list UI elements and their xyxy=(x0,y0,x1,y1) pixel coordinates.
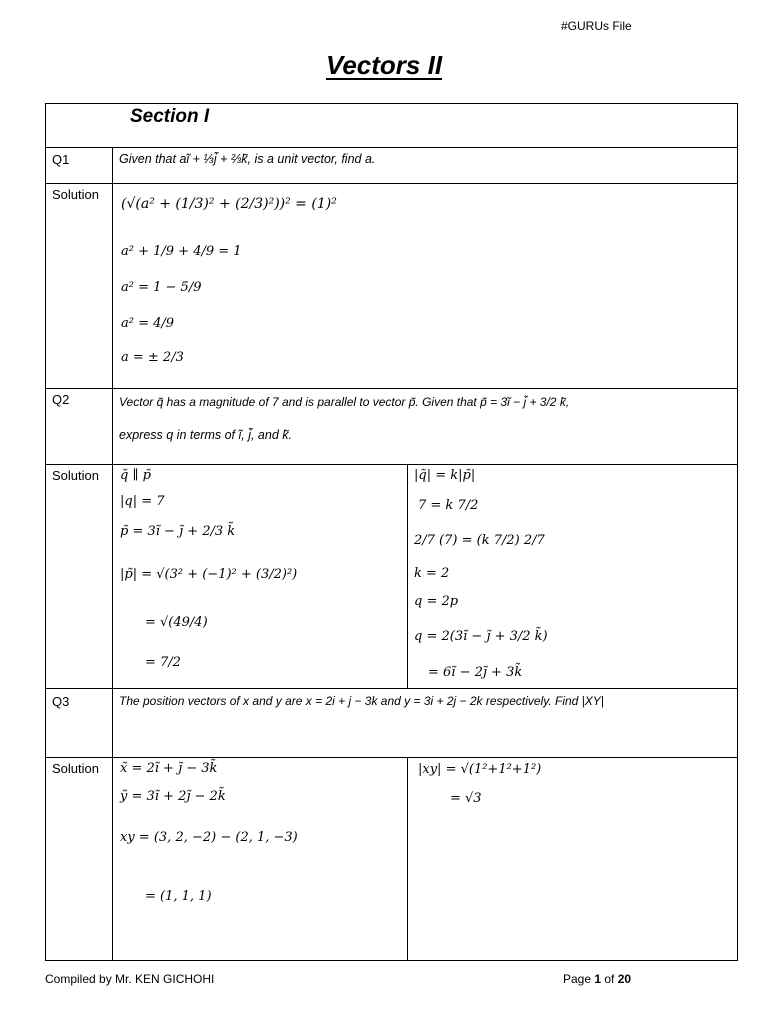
q1-step-5: a = ± 2/3 xyxy=(121,350,184,365)
q3-solution-label: Solution xyxy=(52,761,99,776)
document-title: Vectors II xyxy=(325,50,443,80)
q3-left-4: = (1, 1, 1) xyxy=(145,889,212,904)
q2-left-6: = 7/2 xyxy=(145,655,181,670)
q2-right-3: 2/7 (7) = (k 7/2) 2/7 xyxy=(414,533,545,548)
q3-label: Q3 xyxy=(52,694,70,709)
q2-left-2: |q| = 7 xyxy=(120,494,165,509)
q1-solution-label: Solution xyxy=(52,187,99,202)
q3-left-1: x̃ = 2ĩ + j̃ − 3k̃ xyxy=(120,761,218,776)
footer-author: Compiled by Mr. KEN GICHOHI xyxy=(45,972,215,986)
q3-right-1: |xy| = √(1²+1²+1²) xyxy=(418,762,542,777)
q2-right-6: q = 2(3ĩ − j̃ + 3/2 k̃) xyxy=(414,629,548,644)
q1-step-1: (√(a² + (1/3)² + (2/3)²))² = (1)² xyxy=(121,196,337,212)
section-heading: Section I xyxy=(130,106,210,127)
q2-question-line-2: express q in terms of ĩ, j̃, and k̃. xyxy=(119,428,292,442)
q2-right-7: = 6ĩ − 2j̃ + 3k̃ xyxy=(428,665,523,680)
q3-right-2: = √3 xyxy=(450,791,482,806)
q1-step-2: a² + 1/9 + 4/9 = 1 xyxy=(121,244,242,259)
q2-right-5: q = 2p xyxy=(414,594,459,609)
q1-question: Given that aĩ + ⅓j̃ + ⅔k̃, is a unit vector, find a. xyxy=(119,152,376,166)
q2-left-1: q̃ ∥ p̃ xyxy=(120,468,151,483)
q2-right-1: |q̃| = k|p̃| xyxy=(414,468,476,483)
header-file-label: #GURUs File xyxy=(561,19,632,33)
q3-left-3: xy = (3, 2, −2) − (2, 1, −3) xyxy=(120,830,298,845)
q1-label: Q1 xyxy=(52,152,70,167)
q2-label: Q2 xyxy=(52,392,70,407)
q2-right-4: k = 2 xyxy=(414,566,450,581)
footer-page-number: Page 1 of 20 xyxy=(563,972,632,986)
q2-left-5: = √(49/4) xyxy=(145,615,208,630)
q1-step-3: a² = 1 − 5/9 xyxy=(121,280,202,295)
q2-question-line-1: Vector q̃ has a magnitude of 7 and is parallel to vector p̃. Given that p̃ = 3ĩ − j̃ + 3/2 k̃, xyxy=(119,395,570,409)
q3-left-2: ỹ = 3ĩ + 2j̃ − 2k̃ xyxy=(120,789,226,804)
q2-left-4: |p̃| = √(3² + (−1)² + (3/2)²) xyxy=(120,567,298,582)
q2-right-2: 7 = k 7/2 xyxy=(418,498,479,513)
q2-left-3: p̃ = 3ĩ − j̃ + 2/3 k̃ xyxy=(120,524,236,539)
q3-question: The position vectors of x and y are x = 2i + j − 3k and y = 3i + 2j − 2k respectively. Find |XY| xyxy=(119,694,604,708)
q2-solution-label: Solution xyxy=(52,468,99,483)
q1-step-4: a² = 4/9 xyxy=(121,316,175,331)
